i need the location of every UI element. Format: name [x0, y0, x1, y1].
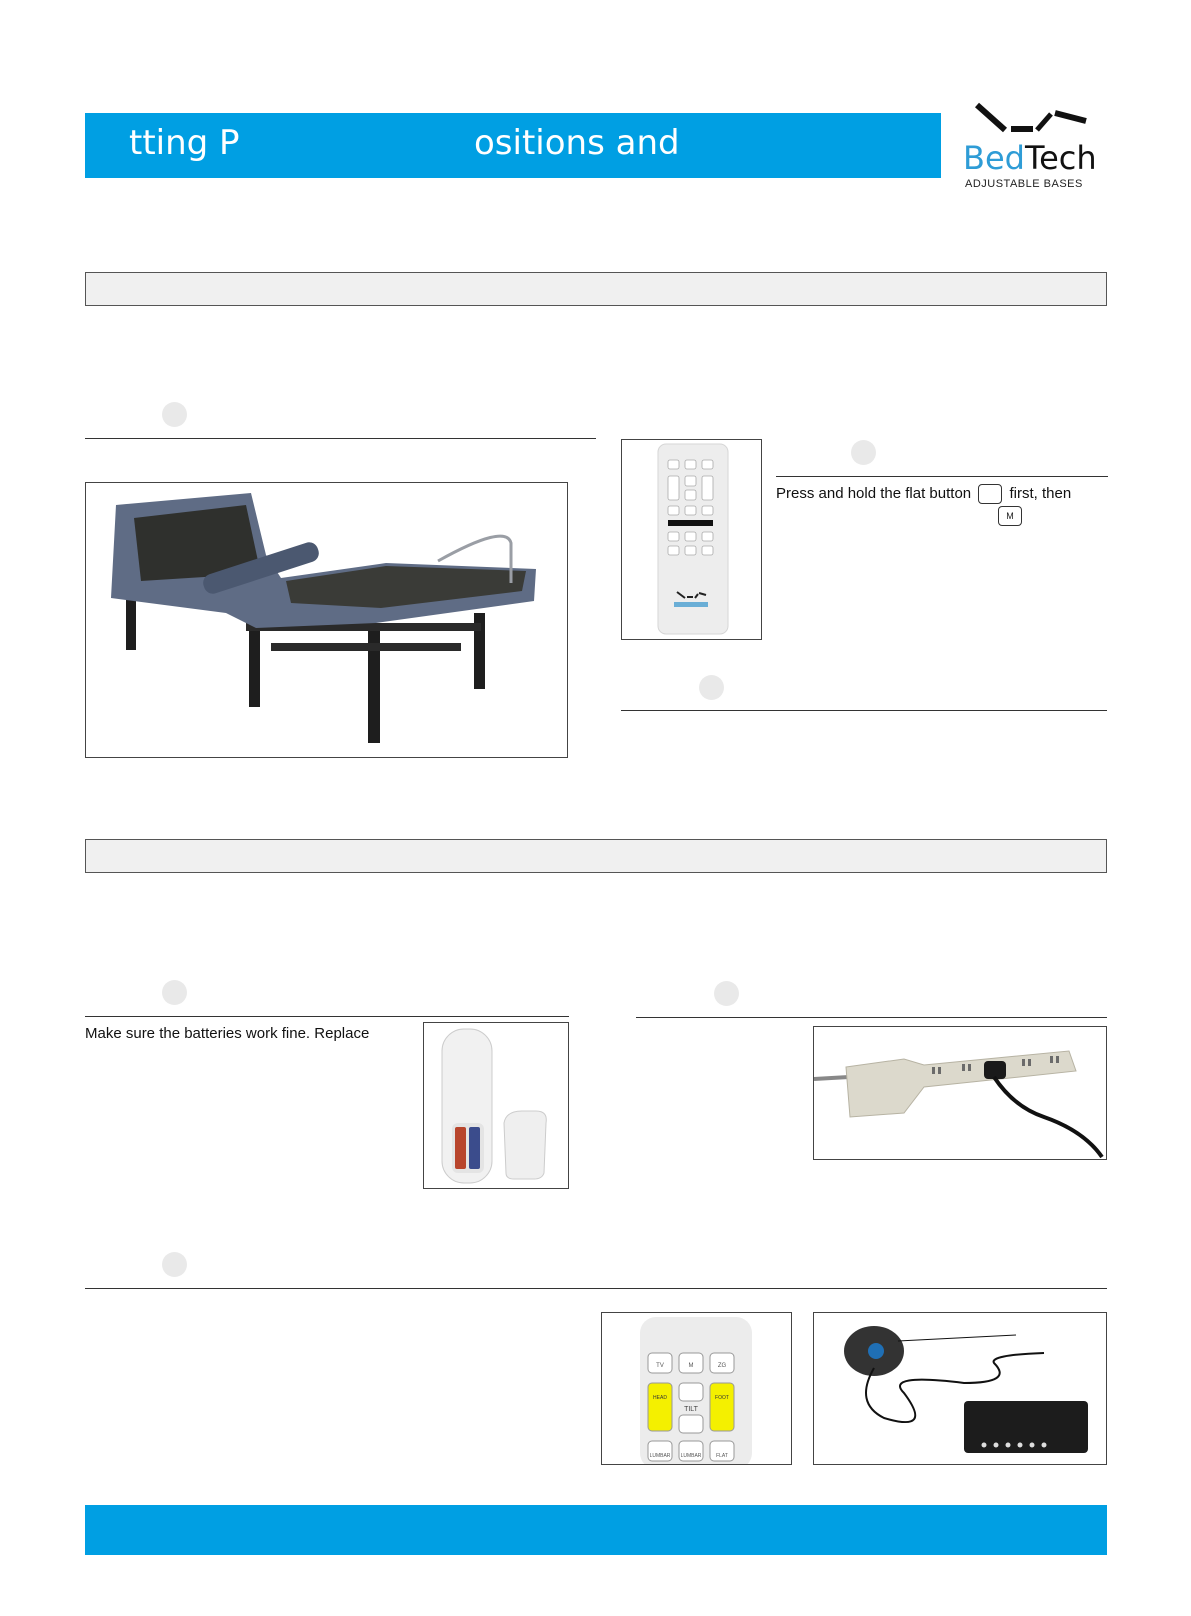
instruction-text-after: first, then	[1009, 484, 1072, 502]
step-number-circle	[162, 402, 187, 427]
batteries-instruction: Make sure the batteries work fine. Replace	[85, 1025, 370, 1042]
power-strip-photo	[813, 1026, 1107, 1160]
remote-key-tv: TV	[656, 1363, 664, 1369]
step-number-circle	[162, 1252, 187, 1277]
control-box-photo	[813, 1312, 1107, 1465]
section-header-bar-2	[85, 839, 1107, 873]
remote-battery-photo	[423, 1022, 569, 1189]
section-header-bar-1	[85, 272, 1107, 306]
remote-closeup-photo	[601, 1312, 792, 1465]
header-banner	[85, 113, 941, 178]
divider-line	[776, 476, 1108, 477]
flat-button-icon	[978, 484, 1002, 504]
remote-key-tilt: TILT	[684, 1406, 698, 1413]
instruction-text-before: Press and hold the flat button	[776, 484, 972, 502]
remote-key-head: HEAD	[653, 1395, 667, 1401]
remote-key-lumbar-down: LUMBAR	[680, 1453, 702, 1459]
remote-control-photo	[621, 439, 762, 640]
footer-bar	[85, 1505, 1107, 1555]
remote-key-m: M	[688, 1363, 694, 1369]
remote-key-zg: ZG	[717, 1363, 727, 1369]
logo-brand-part2: Tech	[1024, 139, 1097, 177]
logo-brand-part1: Bed	[963, 139, 1025, 177]
divider-line	[85, 1016, 569, 1017]
remote-key-flat: FLAT	[716, 1453, 728, 1459]
step-number-circle	[699, 675, 724, 700]
divider-line	[621, 710, 1107, 711]
header-title-part2: ositions and	[474, 123, 680, 163]
logo-tagline: ADJUSTABLE BASES	[965, 178, 1083, 190]
step-number-circle	[714, 981, 739, 1006]
adjustable-bed-photo	[85, 482, 568, 758]
flat-button-instruction	[776, 484, 1071, 504]
divider-line	[636, 1017, 1107, 1018]
remote-key-foot: FOOT	[715, 1395, 729, 1401]
m-button-icon: M	[998, 506, 1022, 526]
divider-line	[85, 1288, 1107, 1289]
step-number-circle	[162, 980, 187, 1005]
step-number-circle	[851, 440, 876, 465]
divider-line	[85, 438, 596, 439]
bedtech-logo	[955, 98, 1115, 193]
header-title-part1: tting P	[129, 123, 240, 163]
remote-key-lumbar-up: LUMBAR	[649, 1453, 671, 1459]
bed-silhouette-icon	[955, 98, 1115, 143]
